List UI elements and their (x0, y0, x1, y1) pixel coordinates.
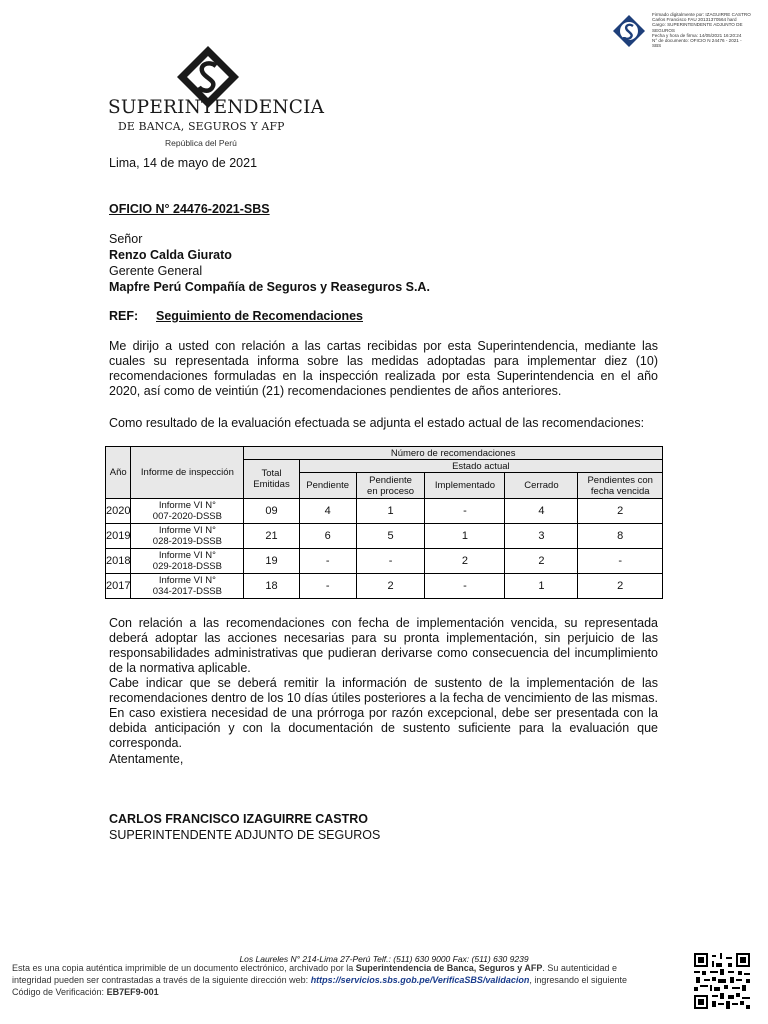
header-year: Año (106, 447, 131, 499)
verification-code: EB7EF9-001 (106, 987, 159, 997)
report-line: Informe VI N° (158, 550, 216, 561)
table-row (106, 549, 663, 574)
table-row (106, 499, 663, 524)
header-report: Informe de inspección (131, 447, 244, 499)
cell-year: 2018 (106, 549, 131, 574)
cell-overdue: - (578, 549, 663, 574)
report-line: 029-2018-DSSB (152, 561, 222, 572)
signature-line: Cargo: SUPERINTENDENTE ADJUNTO DE (652, 22, 743, 28)
cell-closed: 3 (505, 524, 578, 549)
recipient-name: Renzo Calda Giurato (109, 248, 232, 262)
signature-line: SEGUROS (652, 27, 675, 33)
header-closed: Cerrado (505, 473, 578, 499)
paragraph-intro: Me dirijo a usted con relación a las cartas recibidas por esta Superintendencia, mediante las cuales su representada informa sobre las medidas adoptadas para implementar diez (10) recomendaciones formuladas en la inspección realizada por esta Superintendencia en el año 2020, así como de veintiún (21) recomendaciones pendientes de años anteriores. (109, 339, 658, 398)
cell-implemented: - (425, 499, 505, 524)
cell-report (131, 549, 244, 574)
cell-report (131, 574, 244, 599)
ref-text: Seguimiento de Recomendaciones (156, 309, 363, 323)
recommendations-table (105, 446, 663, 599)
cell-year: 2020 (106, 499, 131, 524)
cell-pending: - (299, 574, 356, 599)
ref-label: REF: (109, 309, 139, 323)
table-row (106, 524, 663, 549)
recipient-role: Gerente General (109, 264, 203, 278)
logo-republic: República del Perú (165, 138, 237, 148)
code-label: Código de Verificación: (12, 987, 107, 997)
cell-pending: 4 (299, 499, 356, 524)
cell-report (131, 499, 244, 524)
letter-date: Lima, 14 de mayo de 2021 (109, 156, 258, 170)
cell-closed: 1 (505, 574, 578, 599)
signature-line: Carlos Francisco FAU 20131370564 hard (652, 17, 737, 23)
report-line: Informe VI N° (158, 575, 216, 586)
cell-total: 21 (244, 524, 299, 549)
recipient-company: Mapfre Perú Compañía de Seguros y Reaseguros S.A. (109, 280, 430, 294)
report-line: Informe VI N° (158, 525, 216, 536)
cell-pending: 6 (299, 524, 356, 549)
paragraph-table-intro: Como resultado de la evaluación efectuada se adjunta el estado actual de las recomendaciones: (109, 416, 645, 430)
paragraph-overdue: Con relación a las recomendaciones con fecha de implementación vencida, su representada deberá adoptar las acciones necesarias para su pronta implementación, sin perjuicio de las responsabilidades administrativas que pudieran derivarse como consecuencia del incumplimiento de la normativa aplicable. (109, 616, 658, 675)
signature-line: N° de documento: OFICIO N 24476 - 2021 - (652, 38, 742, 44)
signature-line: Firmado digitalmente por: IZAGUIRRE CASTRO (652, 12, 751, 17)
footer-verification-note (12, 962, 648, 998)
cell-implemented: 1 (425, 524, 505, 549)
cell-total: 18 (244, 574, 299, 599)
qr-code-icon (694, 953, 750, 1009)
header-recommendations-count: Número de recomendaciones (244, 447, 663, 460)
table-row (106, 574, 663, 599)
footer-address: Los Laureles N° 214-Lima 27-Perú Telf.: (511) 630 9000 Fax: (511) 630 9239 (239, 954, 529, 964)
report-line: 028-2019-DSSB (152, 536, 222, 547)
signer-name: CARLOS FRANCISCO IZAGUIRRE CASTRO (109, 812, 369, 826)
report-line: 034-2017-DSSB (152, 586, 222, 597)
header-overdue: Pendientes con fecha vencida (578, 473, 663, 499)
note-org: Superintendencia de Banca, Seguros y AFP (355, 963, 543, 973)
cell-total: 09 (244, 499, 299, 524)
cell-overdue: 2 (578, 499, 663, 524)
note-text: . Su autenticidad e integridad pueden ser contrastadas a través de la siguiente dirección web: (12, 963, 617, 985)
cell-closed: 2 (505, 549, 578, 574)
report-line: Informe VI N° (158, 500, 216, 511)
oficio-number: OFICIO N° 24476-2021-SBS (109, 202, 270, 216)
signer-title: SUPERINTENDENTE ADJUNTO DE SEGUROS (109, 828, 381, 842)
header-total: Total Emitidas (244, 460, 299, 499)
cell-in-process: 5 (356, 524, 425, 549)
sbs-seal-icon (612, 14, 646, 48)
header-pending: Pendiente (299, 473, 356, 499)
header-current-state: Estado actual (299, 460, 662, 473)
cell-implemented: 2 (425, 549, 505, 574)
cell-overdue: 8 (578, 524, 663, 549)
cell-in-process: - (356, 549, 425, 574)
cell-pending: - (299, 549, 356, 574)
cell-implemented: - (425, 574, 505, 599)
note-text: Esta es una copia auténtica imprimible de un documento electrónico, archivado por la (12, 963, 356, 973)
logo-subtitle: DE BANCA, SEGUROS Y AFP (118, 120, 285, 133)
cell-year: 2019 (106, 524, 131, 549)
report-line: 007-2020-DSSB (152, 511, 222, 522)
cell-closed: 4 (505, 499, 578, 524)
paragraph-deadline: Cabe indicar que se deberá remitir la información de sustento de la implementación de las recomendaciones dentro de los 10 días útiles posteriores a la fecha de vencimiento de las mismas. En caso existiera necesidad de una prórroga por razón excepcional, debe ser presentada con la debida anticipación y con la documentación de sustento suficiente para la evaluación que corresponda. (109, 676, 658, 750)
verification-link[interactable]: https://servicios.sbs.gob.pe/VerificaSBS/validacion (310, 975, 530, 985)
cell-report (131, 524, 244, 549)
logo-title: SUPERINTENDENCIA (108, 97, 325, 118)
digital-signature-text (652, 12, 762, 48)
cell-total: 19 (244, 549, 299, 574)
cell-year: 2017 (106, 574, 131, 599)
header-implemented: Implementado (425, 473, 505, 499)
header-in-process: Pendiente en proceso (356, 473, 425, 499)
cell-in-process: 2 (356, 574, 425, 599)
signature-line: Fecha y hora de firma: 14/05/2021 16:20:24 (652, 32, 742, 38)
signature-line: SBS (652, 43, 662, 49)
salutation: Señor (109, 232, 143, 246)
cell-in-process: 1 (356, 499, 425, 524)
note-text: , ingresando el siguiente (529, 975, 627, 985)
closing: Atentamente, (109, 752, 184, 766)
cell-overdue: 2 (578, 574, 663, 599)
